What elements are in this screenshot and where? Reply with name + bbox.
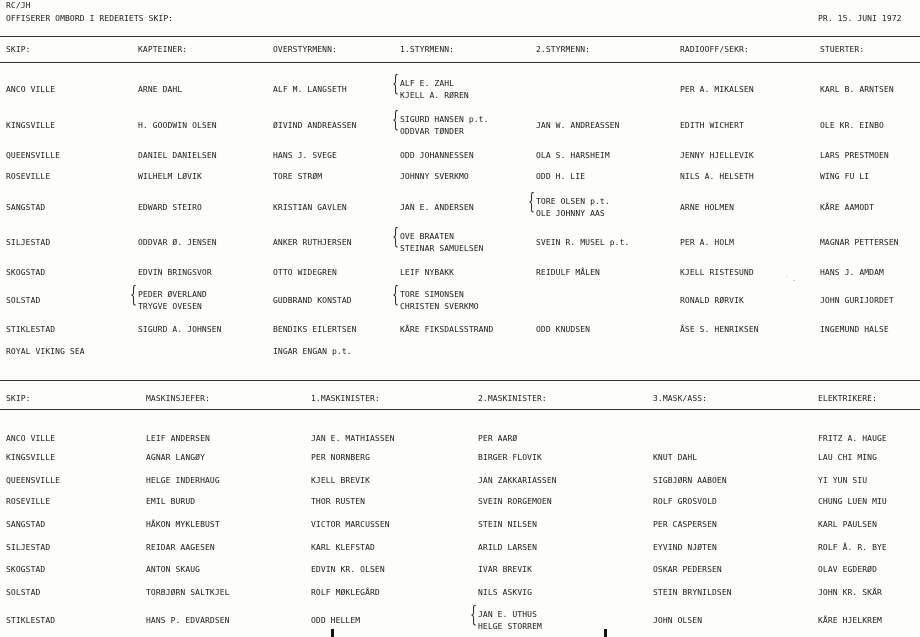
table-cell: TORE SIMONSEN — [400, 290, 464, 299]
column-header: 2.MASKINISTER: — [478, 394, 547, 403]
table-cell: CHUNG LUEN MIU — [818, 497, 887, 506]
rule-section — [0, 380, 920, 381]
table-cell: GUDBRAND KONSTAD — [273, 296, 352, 305]
table-cell: ROYAL VIKING SEA — [6, 347, 85, 356]
table-cell: RONALD RØRVIK — [680, 296, 744, 305]
column-header: KAPTEINER: — [138, 45, 188, 54]
scan-mark — [331, 629, 334, 637]
table-cell: QUEENSVILLE — [6, 151, 61, 160]
table-cell: DANIEL DANIELSEN — [138, 151, 217, 160]
table-cell: HELGE STORREM — [478, 622, 542, 631]
table-cell: KÅRE AAMODT — [820, 203, 875, 212]
table-cell: ÅSE S. HENRIKSEN — [680, 325, 759, 334]
table-cell: ODD JOHANNESSEN — [400, 151, 474, 160]
table-cell: ARNE HOLMEN — [680, 203, 735, 212]
table-cell: OSKAR PEDERSEN — [653, 565, 722, 574]
table-cell: VICTOR MARCUSSEN — [311, 520, 390, 529]
table-cell: HELGE INDERHAUG — [146, 476, 220, 485]
column-header: OVERSTYRMENN: — [273, 45, 337, 54]
table-cell: PER AARØ — [478, 434, 518, 443]
rule-header-1 — [0, 62, 920, 63]
table-cell: TORBJØRN SALTKJEL — [146, 588, 230, 597]
scan-mark — [604, 629, 607, 637]
table-cell: OLA S. HARSHEIM — [536, 151, 610, 160]
column-header: SKIP: — [6, 45, 31, 54]
table-cell: KNUT DAHL — [653, 453, 698, 462]
table-cell: ROSEVILLE — [6, 497, 51, 506]
table-cell: THOR RUSTEN — [311, 497, 366, 506]
table-cell: JAN ZAKKARIASSEN — [478, 476, 557, 485]
table-cell: TORE STRØM — [273, 172, 323, 181]
table-cell: INGAR ENGAN p.t. — [273, 347, 352, 356]
table-cell: KJELL BREVIK — [311, 476, 370, 485]
table-cell: KINGSVILLE — [6, 453, 56, 462]
scan-speck: ˙ . — [785, 276, 797, 283]
table-cell: LEIF NYBAKK — [400, 268, 455, 277]
table-cell: ANKER RUTHJERSEN — [273, 238, 352, 247]
table-cell: ANCO VILLE — [6, 434, 56, 443]
column-header: 1.STYRMENN: — [400, 45, 455, 54]
column-header: 1.MASKINISTER: — [311, 394, 380, 403]
table-cell: MAGNAR PETTERSEN — [820, 238, 899, 247]
table-cell: ARNE DAHL — [138, 85, 183, 94]
table-cell: PER CASPERSEN — [653, 520, 717, 529]
brace-mark: { — [392, 283, 400, 308]
table-cell: SANGSTAD — [6, 520, 46, 529]
table-cell: REIDAR AAGESEN — [146, 543, 215, 552]
table-cell: JAN E. MATHIASSEN — [311, 434, 395, 443]
brace-mark: { — [392, 108, 400, 133]
table-cell: ROLF GROSVOLD — [653, 497, 717, 506]
table-cell: KJELL A. RØREN — [400, 91, 469, 100]
table-cell: ANCO VILLE — [6, 85, 56, 94]
table-cell: PER A. MIKALSEN — [680, 85, 754, 94]
table-cell: JAN E. UTHUS — [478, 610, 537, 619]
table-cell: TORE OLSEN p.t. — [536, 197, 610, 206]
table-cell: HANS J. AMDAM — [820, 268, 884, 277]
column-header: STUERTER: — [820, 45, 865, 54]
table-cell: YI YUN SIU — [818, 476, 868, 485]
brace-mark: { — [392, 72, 400, 97]
table-cell: ROLF Å. R. BYE — [818, 543, 887, 552]
column-header: 2.STYRMENN: — [536, 45, 591, 54]
document-title: OFFISERER OMBORD I REDERIETS SKIP: — [6, 14, 174, 23]
table-cell: REIDULF MÅLEN — [536, 268, 600, 277]
table-cell: OTTO WIDEGREN — [273, 268, 337, 277]
ref-initials: RC/JH — [6, 1, 31, 10]
table-cell: JOHN GURIJORDET — [820, 296, 894, 305]
column-header: RADIOOFF/SEKR: — [680, 45, 749, 54]
table-cell: JAN W. ANDREASSEN — [536, 121, 620, 130]
table-cell: IVAR BREVIK — [478, 565, 533, 574]
table-cell: AGNAR LANGØY — [146, 453, 205, 462]
table-cell: KÅRE HJELKREM — [818, 616, 882, 625]
table-cell: STEINAR SAMUELSEN — [400, 244, 484, 253]
table-cell: ODD HELLEM — [311, 616, 361, 625]
table-cell: JAN E. ANDERSEN — [400, 203, 474, 212]
brace-mark: { — [528, 190, 536, 215]
table-cell: ANTON SKAUG — [146, 565, 201, 574]
table-cell: SKOGSTAD — [6, 565, 46, 574]
table-cell: KINGSVILLE — [6, 121, 56, 130]
table-cell: ARILD LARSEN — [478, 543, 537, 552]
table-cell: QUEENSVILLE — [6, 476, 61, 485]
rule-top — [0, 36, 920, 37]
table-cell: STIKLESTAD — [6, 325, 56, 334]
table-cell: WING FU LI — [820, 172, 870, 181]
table-cell: EDWARD STEIRO — [138, 203, 202, 212]
table-cell: ODDVAR TØNDER — [400, 127, 464, 136]
table-cell: OLE KR. EINBO — [820, 121, 884, 130]
table-cell: KARL B. ARNTSEN — [820, 85, 894, 94]
table-cell: NILS A. HELSETH — [680, 172, 754, 181]
column-header: ELEKTRIKERE: — [818, 394, 877, 403]
table-cell: PEDER ØVERLAND — [138, 290, 207, 299]
table-cell: STEIN NILSEN — [478, 520, 537, 529]
table-cell: STIKLESTAD — [6, 616, 56, 625]
table-cell: SVEIN R. MUSEL p.t. — [536, 238, 630, 247]
table-cell: HANS J. SVEGE — [273, 151, 337, 160]
table-cell: PER A. HOLM — [680, 238, 735, 247]
table-cell: KRISTIAN GAVLEN — [273, 203, 347, 212]
table-cell: ROLF MØKLEGÅRD — [311, 588, 380, 597]
table-cell: EDITH WICHERT — [680, 121, 744, 130]
table-cell: SILJESTAD — [6, 238, 51, 247]
table-cell: CHRISTEN SVERKMO — [400, 302, 479, 311]
table-cell: HÅKON MYKLEBUST — [146, 520, 220, 529]
table-cell: LARS PRESTMOEN — [820, 151, 889, 160]
rule-header-2 — [0, 409, 920, 410]
table-cell: BENDIKS EILERTSEN — [273, 325, 357, 334]
brace-mark: { — [470, 603, 478, 628]
document-date: PR. 15. JUNI 1972 — [818, 14, 902, 23]
table-cell: H. GOODWIN OLSEN — [138, 121, 217, 130]
table-cell: ODD KNUDSEN — [536, 325, 591, 334]
table-cell: EYVIND NJØTEN — [653, 543, 717, 552]
table-cell: PER NORNBERG — [311, 453, 370, 462]
table-cell: SIGURD HANSEN p.t. — [400, 115, 489, 124]
table-cell: JOHN OLSEN — [653, 616, 703, 625]
table-cell: JOHN KR. SKÅR — [818, 588, 882, 597]
table-cell: WILHELM LØVIK — [138, 172, 202, 181]
table-cell: KÅRE FIKSDALSSTRAND — [400, 325, 494, 334]
column-header: SKIP: — [6, 394, 31, 403]
table-cell: ØIVIND ANDREASSEN — [273, 121, 357, 130]
table-cell: KARL PAULSEN — [818, 520, 877, 529]
table-cell: STEIN BRYNILDSEN — [653, 588, 732, 597]
brace-mark: { — [130, 283, 138, 308]
table-cell: SILJESTAD — [6, 543, 51, 552]
table-cell: TRYGVE OVESEN — [138, 302, 202, 311]
brace-mark: { — [392, 225, 400, 250]
table-cell: SANGSTAD — [6, 203, 46, 212]
table-cell: LEIF ANDERSEN — [146, 434, 210, 443]
table-cell: SVEIN RORGEMOEN — [478, 497, 552, 506]
table-cell: NILS ASKVIG — [478, 588, 533, 597]
table-cell: ALF E. ZAHL — [400, 79, 455, 88]
table-cell: EDVIN BRINGSVOR — [138, 268, 212, 277]
table-cell: SOLSTAD — [6, 296, 41, 305]
table-cell: FRITZ A. HAUGE — [818, 434, 887, 443]
table-cell: ODDVAR Ø. JENSEN — [138, 238, 217, 247]
column-header: MASKINSJEFER: — [146, 394, 210, 403]
table-cell: SIGBJØRN AABOEN — [653, 476, 727, 485]
table-cell: EMIL BURUD — [146, 497, 196, 506]
table-cell: ODD H. LIE — [536, 172, 586, 181]
table-cell: SKOGSTAD — [6, 268, 46, 277]
column-header: 3.MASK/ASS: — [653, 394, 708, 403]
table-cell: EDVIN KR. OLSEN — [311, 565, 385, 574]
table-cell: ALF M. LANGSETH — [273, 85, 347, 94]
table-cell: JOHNNY SVERKMO — [400, 172, 469, 181]
table-cell: JENNY HJELLEVIK — [680, 151, 754, 160]
table-cell: KJELL RISTESUND — [680, 268, 754, 277]
table-cell: OVE BRAATEN — [400, 232, 455, 241]
table-cell: ROSEVILLE — [6, 172, 51, 181]
table-cell: OLE JOHNNY AAS — [536, 209, 605, 218]
table-cell: BIRGER FLOVIK — [478, 453, 542, 462]
table-cell: INGEMUND HALSE — [820, 325, 889, 334]
table-cell: LAU CHI MING — [818, 453, 877, 462]
table-cell: SOLSTAD — [6, 588, 41, 597]
table-cell: KARL KLEFSTAD — [311, 543, 375, 552]
table-cell: OLAV EGDERØD — [818, 565, 877, 574]
table-cell: HANS P. EDVARDSEN — [146, 616, 230, 625]
table-cell: SIGURD A. JOHNSEN — [138, 325, 222, 334]
